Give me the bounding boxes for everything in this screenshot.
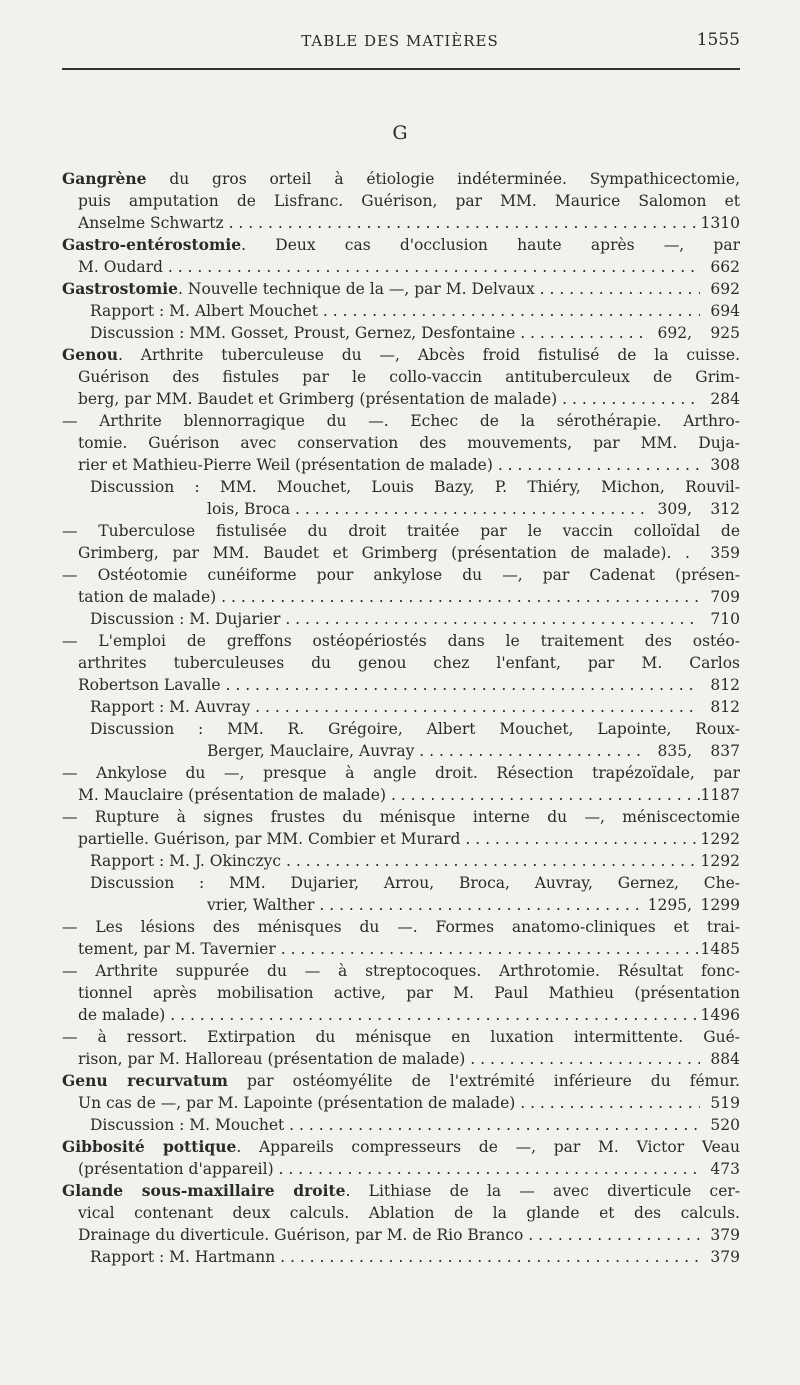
entry-page: 694 [710, 302, 740, 320]
entry-text: (présentation d'appareil) . . . [78, 1158, 700, 1180]
entry-page: 884 [710, 1050, 740, 1068]
index-line [62, 1114, 740, 1136]
index-line [62, 718, 740, 740]
entry-text: Berger, Mauclaire, Auvray . . . [207, 740, 645, 762]
index-line [62, 388, 740, 410]
entry-text: Un cas de —, par M. Lapointe (présentation de malade) . . . [78, 1092, 700, 1114]
entry-page: 1310 [700, 214, 740, 232]
entry-page: 709 [710, 588, 740, 606]
index-line [62, 1092, 740, 1114]
entry-page: 308 [710, 456, 740, 474]
entry-text: rison, par M. Halloreau (présentation de malade) . . . [78, 1048, 700, 1070]
index-line [62, 476, 740, 498]
index-line [62, 1246, 740, 1268]
entry-text: — Les lésions des ménisques du —. Formes anatomo-cliniques et trai- [62, 918, 740, 936]
index-line [62, 894, 740, 916]
entry-page: 359 [710, 544, 740, 562]
entry-text: Anselme Schwartz . . . [78, 212, 700, 234]
entry-text: — Ankylose du —, presque à angle droit. Résection trapézoïdale, par [62, 764, 740, 782]
entry-page: 284 [710, 390, 740, 408]
entry-text: Grimberg, par MM. Baudet et Grimberg (présentation de malade). . [78, 544, 690, 562]
index-line [62, 784, 740, 806]
index-line [62, 850, 740, 872]
index-line [62, 410, 740, 432]
entry-page: 710 [710, 610, 740, 628]
index-line [62, 740, 740, 762]
index-line [62, 1026, 740, 1048]
entry-text: Gibbosité pottique. Appareils compresseurs de —, par M. Victor Veau [62, 1137, 740, 1156]
index-line [62, 806, 740, 828]
index-line [62, 300, 740, 322]
index-line [62, 1158, 740, 1180]
index-line [62, 256, 740, 278]
entry-text: Gastro-entérostomie. Deux cas d'occlusion haute après —, par [62, 235, 740, 254]
index-line [62, 454, 740, 476]
entry-text: Discussion : MM. Dujarier, Arrou, Broca, Auvray, Gernez, Che- [90, 874, 740, 892]
entry-text: Discussion : MM. Mouchet, Louis Bazy, P. Thiéry, Michon, Rouvil- [90, 478, 740, 496]
entry-text: rier et Mathieu-Pierre Weil (présentation de malade) . . . [78, 454, 700, 476]
entry-text: M. Oudard . . . [78, 256, 700, 278]
entry-text: Discussion : MM. Gosset, Proust, Gernez, Desfontaine . . . [90, 322, 645, 344]
index-line [62, 982, 740, 1004]
index-line [62, 828, 740, 850]
index-line [62, 1180, 740, 1202]
index-line [62, 1070, 740, 1092]
entry-page: 692 [710, 280, 740, 298]
entry-page: 1485 [700, 940, 740, 958]
entry-text: de malade) . . . [78, 1004, 700, 1026]
entry-text: Glande sous-maxillaire droite. Lithiase de la — avec diverticule cer- [62, 1181, 740, 1200]
index-line [62, 498, 740, 520]
index-line [62, 1202, 740, 1224]
entry-text: tation de malade) . . . [78, 586, 700, 608]
entry-text: Rapport : M. J. Okinczyc . . . [90, 850, 700, 872]
index-line [62, 432, 740, 454]
entry-text: Guérison des fistules par le collo-vaccin antituberculeux de Grim- [78, 368, 740, 386]
entry-text: tionnel après mobilisation active, par M. Paul Mathieu (présentation [78, 984, 740, 1002]
index-line [62, 960, 740, 982]
index-line [62, 190, 740, 212]
index-line [62, 608, 740, 630]
entry-text: tomie. Guérison avec conservation des mouvements, par MM. Duja- [78, 434, 740, 452]
entry-page: 1299 [700, 896, 740, 914]
entry-text: Rapport : M. Hartmann . . . [90, 1246, 700, 1268]
entry-text: — Tuberculose fistulisée du droit traitée par le vaccin colloïdal de [62, 522, 740, 540]
entry-text: Drainage du diverticule. Guérison, par M. de Rio Branco . . . [78, 1224, 700, 1246]
entry-text: lois, Broca . . . [207, 498, 645, 520]
index-line [62, 344, 740, 366]
entry-page-secondary: 309, [657, 500, 692, 518]
entry-text: Gangrène du gros orteil à étiologie indéterminée. Sympathicectomie, [62, 169, 740, 188]
entry-text: Rapport : M. Auvray . . . [90, 696, 700, 718]
index-line [62, 542, 740, 564]
index-line [62, 564, 740, 586]
entry-text: vrier, Walther . . . [207, 894, 645, 916]
page-number: 1555 [696, 30, 740, 50]
entry-page: 812 [710, 698, 740, 716]
entry-text: arthrites tuberculeuses du genou chez l'enfant, par M. Carlos [78, 654, 740, 672]
entry-page-secondary: 835, [657, 742, 692, 760]
index-line [62, 630, 740, 652]
header-rule [62, 68, 740, 70]
entry-page: 1292 [700, 830, 740, 848]
entry-text: — Rupture à signes frustes du ménisque interne du —, méniscectomie [62, 808, 740, 826]
section-letter: G [392, 122, 408, 144]
running-title: TABLE DES MATIÈRES [301, 32, 499, 50]
index-line [62, 916, 740, 938]
entry-text: — Arthrite blennorragique du —. Echec de la sérothérapie. Arthro- [62, 412, 740, 430]
entry-page: 519 [710, 1094, 740, 1112]
entry-page: 837 [710, 742, 740, 760]
index-line [62, 586, 740, 608]
entry-text: Rapport : M. Albert Mouchet . . . [90, 300, 700, 322]
index-line [62, 1004, 740, 1026]
entry-text: puis amputation de Lisfranc. Guérison, par MM. Maurice Salomon et [78, 192, 740, 210]
index-line [62, 278, 740, 300]
index-line [62, 652, 740, 674]
index-line [62, 762, 740, 784]
index-entries [62, 168, 740, 1268]
entry-page: 379 [710, 1226, 740, 1244]
entry-page: 379 [710, 1248, 740, 1266]
entry-page: 1496 [700, 1006, 740, 1024]
entry-text: Discussion : M. Dujarier . . . [90, 608, 700, 630]
entry-text: Discussion : MM. R. Grégoire, Albert Mouchet, Lapointe, Roux- [90, 720, 740, 738]
entry-text: M. Mauclaire (présentation de malade) . . . [78, 784, 700, 806]
entry-page: 812 [710, 676, 740, 694]
entry-text: Discussion : M. Mouchet . . . [90, 1114, 700, 1136]
entry-text: — à ressort. Extirpation du ménisque en luxation intermittente. Gué- [62, 1028, 740, 1046]
index-line [62, 938, 740, 960]
index-line [62, 1224, 740, 1246]
entry-text: tement, par M. Tavernier . . . [78, 938, 700, 960]
entry-page: 1292 [700, 852, 740, 870]
entry-text: — L'emploi de greffons ostéopériostés dans le traitement des ostéo- [62, 632, 740, 650]
entry-page: 312 [710, 500, 740, 518]
index-line [62, 168, 740, 190]
entry-page-secondary: 1295, [647, 896, 692, 914]
index-line [62, 1048, 740, 1070]
entry-page: 1187 [700, 786, 740, 804]
entry-page: 662 [710, 258, 740, 276]
entry-page: 473 [710, 1160, 740, 1178]
index-line [62, 520, 740, 542]
page-header [60, 30, 740, 56]
index-line [62, 1136, 740, 1158]
entry-text: vical contenant deux calculs. Ablation de la glande et des calculs. [78, 1204, 740, 1222]
entry-page: 925 [710, 324, 740, 342]
index-line [62, 696, 740, 718]
entry-page: 520 [710, 1116, 740, 1134]
entry-text: berg, par MM. Baudet et Grimberg (présentation de malade) . . . [78, 388, 700, 410]
entry-text: — Ostéotomie cunéiforme pour ankylose du —, par Cadenat (présen- [62, 566, 740, 584]
index-line [62, 366, 740, 388]
entry-text: — Arthrite suppurée du — à streptocoques. Arthrotomie. Résultat fonc- [62, 962, 740, 980]
entry-page-secondary: 692, [657, 324, 692, 342]
entry-text: Genu recurvatum par ostéomyélite de l'extrémité inférieure du fémur. [62, 1071, 740, 1090]
index-line [62, 212, 740, 234]
index-line [62, 674, 740, 696]
index-line [62, 322, 740, 344]
entry-text: Gastrostomie. Nouvelle technique de la —, par M. Delvaux . . . [62, 278, 700, 300]
entry-text: partielle. Guérison, par MM. Combier et Murard . . . [78, 828, 700, 850]
entry-text: Robertson Lavalle . . . [78, 674, 700, 696]
index-line [62, 872, 740, 894]
entry-text: Genou. Arthrite tuberculeuse du —, Abcès froid fistulisé de la cuisse. [62, 345, 740, 364]
index-line [62, 234, 740, 256]
